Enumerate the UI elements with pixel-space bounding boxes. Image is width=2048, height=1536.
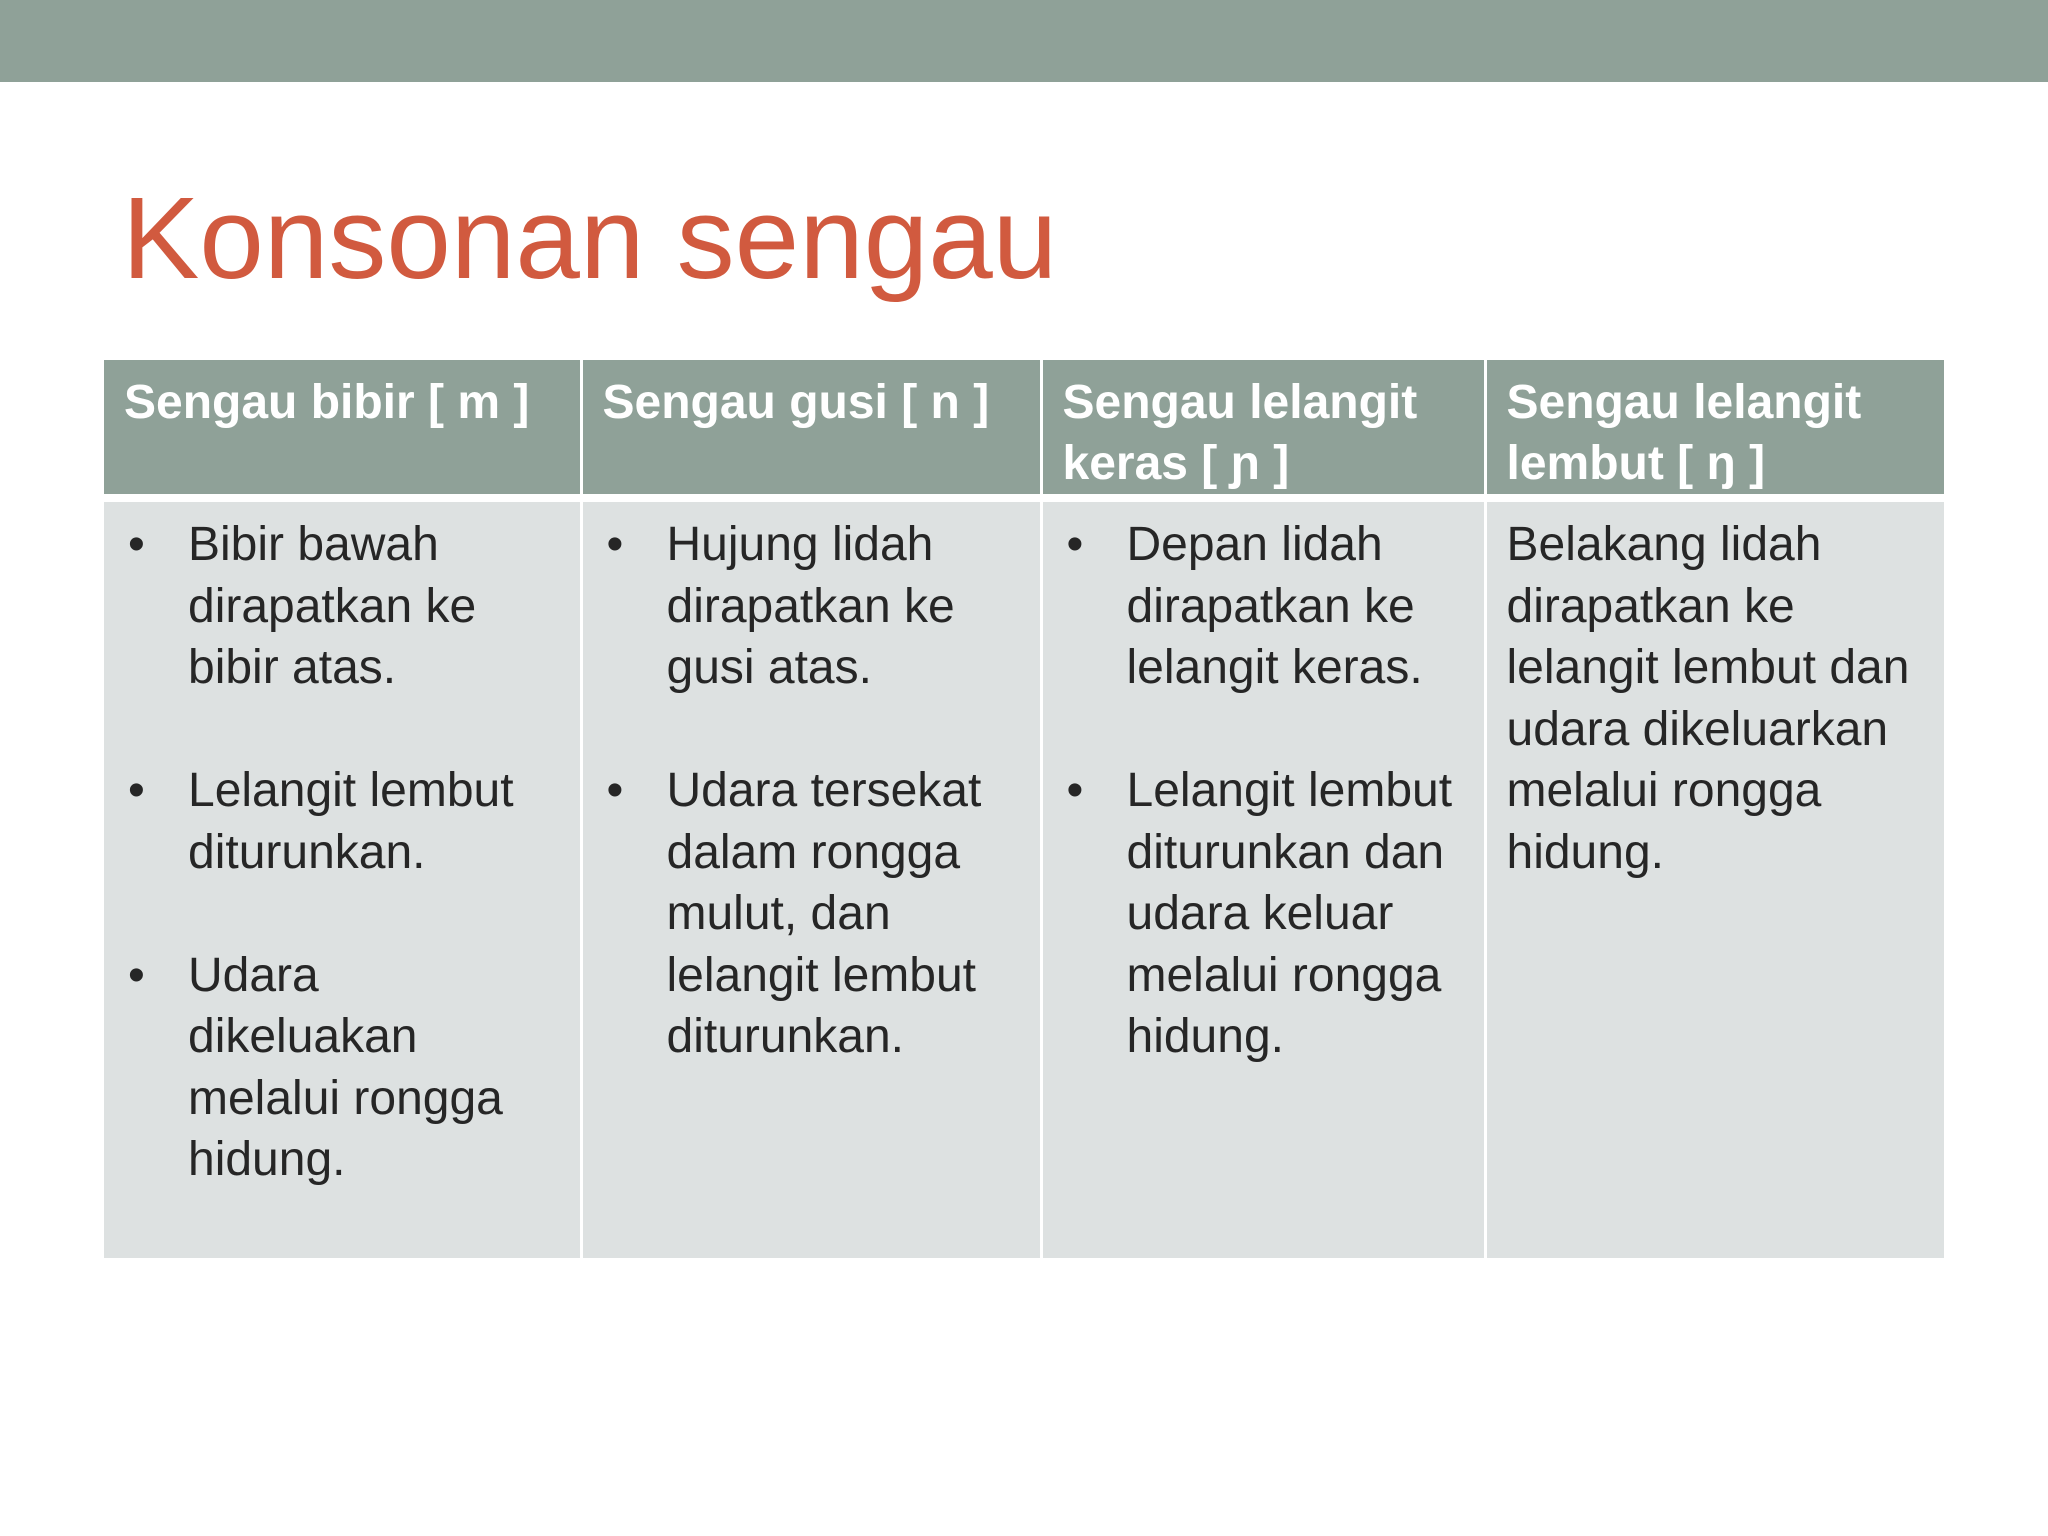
list-item bbox=[1063, 514, 1464, 699]
cell-sengau-lelangit-lembut bbox=[1485, 498, 1944, 1258]
list-item bbox=[1063, 760, 1464, 1068]
list-item bbox=[124, 514, 560, 699]
header-sengau-lelangit-lembut: Sengau lelangit lembut [ ŋ ] bbox=[1485, 360, 1944, 498]
table-row bbox=[104, 498, 1944, 1258]
header-sengau-gusi: Sengau gusi [ n ] bbox=[581, 360, 1041, 498]
list-item-text: Udara dikeluakan melalui rongga hidung. bbox=[188, 948, 503, 1186]
table-header-row bbox=[104, 360, 1944, 498]
bullet-icon: • bbox=[1066, 518, 1084, 571]
list-item bbox=[603, 760, 1020, 1068]
bullet-icon: • bbox=[606, 518, 624, 571]
list-item-text: Depan lidah dirapatkan ke lelangit keras. bbox=[1126, 518, 1423, 694]
cell-sengau-gusi bbox=[581, 498, 1041, 1258]
list-item-text: Lelangit lembut diturunkan. bbox=[188, 764, 514, 879]
bullet-list bbox=[1063, 514, 1464, 1068]
bullet-icon: • bbox=[1066, 764, 1084, 817]
bullet-list bbox=[603, 514, 1020, 1068]
header-sengau-lelangit-keras: Sengau lelangit keras [ ɲ ] bbox=[1041, 360, 1485, 498]
list-item-text: Bibir bawah dirapatkan ke bibir atas. bbox=[188, 518, 477, 694]
cell-sengau-lelangit-keras bbox=[1041, 498, 1485, 1258]
list-item bbox=[603, 514, 1020, 699]
list-item bbox=[124, 945, 560, 1191]
bullet-icon: • bbox=[606, 764, 624, 817]
slide-title: Konsonan sengau bbox=[122, 173, 1058, 303]
list-item-text: Udara tersekat dalam rongga mulut, dan lelangit lembut diturunkan. bbox=[666, 764, 982, 1063]
nasal-consonant-table bbox=[104, 360, 1944, 1258]
bullet-icon: • bbox=[128, 518, 145, 571]
cell-sengau-bibir bbox=[104, 498, 581, 1258]
list-item bbox=[124, 760, 560, 883]
bullet-icon: • bbox=[128, 948, 145, 1002]
top-accent-bar bbox=[0, 0, 2048, 82]
list-item-text: Lelangit lembut diturunkan dan udara keluar melalui rongga hidung. bbox=[1126, 764, 1453, 1063]
bullet-icon: • bbox=[128, 764, 145, 817]
bullet-list bbox=[124, 514, 560, 1191]
header-sengau-bibir: Sengau bibir [ m ] bbox=[104, 360, 581, 498]
nasal-consonant-table-container bbox=[104, 360, 1944, 1258]
cell-text: Belakang lidah dirapatkan ke lelangit lembut dan udara dikeluarkan melalui rongga hidung. bbox=[1506, 518, 1910, 879]
list-item-text: Hujung lidah dirapatkan ke gusi atas. bbox=[666, 518, 955, 694]
